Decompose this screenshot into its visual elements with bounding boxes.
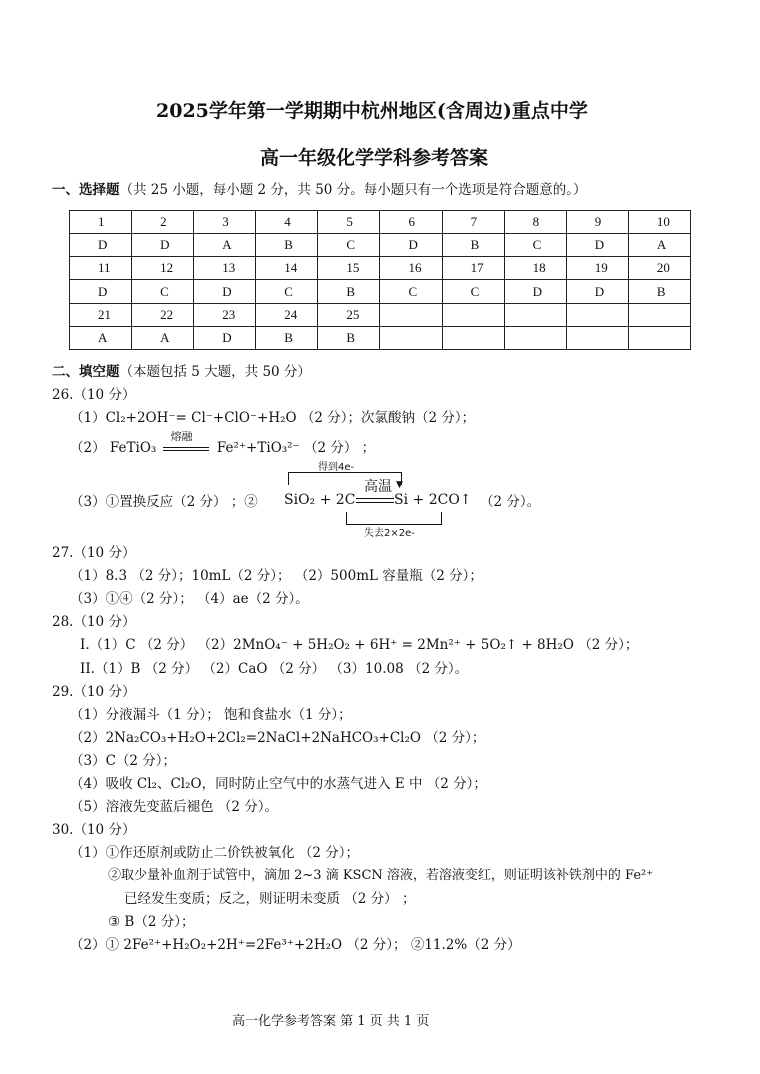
q26-head: 26.（10 分） (52, 387, 136, 403)
table-cell (442, 326, 504, 349)
section1-heading: 一、选择题 (52, 182, 120, 198)
q27-line1: （1）8.3 （2 分）；10mL（2 分）； （2）500mL 容量瓶（2 分）； (70, 568, 483, 584)
table-cell: 24 (256, 303, 318, 326)
table-cell: 10 (628, 211, 690, 234)
table-row (70, 234, 691, 257)
page-subtitle: 高一年级化学学科参考答案 (260, 147, 489, 169)
page-title: 2025学年第一学期期中杭州地区(含周边)重点中学 (156, 100, 588, 122)
table-cell: D (504, 280, 566, 303)
table-cell: A (194, 234, 256, 257)
q28-line1 (80, 633, 638, 653)
table-cell: 8 (504, 211, 566, 234)
table-cell: 7 (442, 211, 504, 234)
high-temp-condition: 高温 (364, 479, 392, 495)
table-cell: 1 (70, 211, 132, 234)
q30-line1: （1）①作还原剂或防止二价铁被氧化 （2 分）； (70, 845, 360, 861)
section2-heading-line (52, 360, 311, 380)
table-cell: 4 (256, 211, 318, 234)
table-cell: 19 (566, 257, 628, 280)
table-cell: D (70, 280, 132, 303)
q26-line2-left: （2） FeTiO₃ (70, 440, 157, 456)
electron-transfer-equation (284, 458, 474, 538)
table-cell: 15 (318, 257, 380, 280)
table-cell: 23 (194, 303, 256, 326)
fusion-arrow (161, 429, 213, 456)
table-cell (504, 326, 566, 349)
table-cell: 5 (318, 211, 380, 234)
table-cell: 9 (566, 211, 628, 234)
table-cell: B (628, 280, 690, 303)
answer-table (69, 210, 691, 350)
q26-line3-right: （2 分）。 (480, 494, 541, 510)
table-cell: C (504, 234, 566, 257)
table-cell: 3 (194, 211, 256, 234)
table-cell: B (318, 326, 380, 349)
table-cell: C (318, 234, 380, 257)
equation-left: SiO₂ + 2C (284, 492, 356, 508)
q29-line4: （4）吸收 Cl₂、Cl₂O，同时防止空气中的水蒸气进入 E 中 （2 分）； (70, 776, 487, 792)
section1-desc: （共 25 小题，每小题 2 分，共 50 分。每小题只有一个选项是符合题意的。） (119, 182, 587, 198)
q26-line2 (70, 429, 376, 456)
table-cell: D (566, 280, 628, 303)
q28-head: 28.（10 分） (52, 614, 136, 630)
table-cell: D (70, 234, 132, 257)
gain-arrowhead: ▼ (396, 480, 403, 490)
section2-desc: （本题包括 5 大题，共 50 分） (119, 364, 311, 380)
table-cell: B (318, 280, 380, 303)
table-cell: A (132, 326, 194, 349)
q30-line5: （2）① 2Fe²⁺+H₂O₂+2H⁺=2Fe³⁺+2H₂O （2 分）； ②11.2%（2 分） (70, 937, 521, 953)
table-cell: B (442, 234, 504, 257)
table-cell: 22 (132, 303, 194, 326)
table-cell: D (194, 280, 256, 303)
q29-line1: （1）分液漏斗（1 分）； 饱和食盐水（1 分）； (70, 707, 352, 723)
q29-line3: （3）C（2 分）； (70, 753, 177, 769)
q28-line1-left: I.（1）C （2 分） （2） (80, 637, 234, 653)
table-cell (628, 303, 690, 326)
table-cell: 14 (256, 257, 318, 280)
equation-right: Si + 2CO↑ (394, 492, 472, 508)
gain-label: 得到4e- (318, 462, 355, 473)
table-cell: D (566, 234, 628, 257)
table-cell: D (380, 234, 442, 257)
q28-equation: 2MnO₄⁻ + 5H₂O₂ + 6H⁺ = 2Mn²⁺ + 5O₂↑ + 8H₂O (233, 637, 574, 653)
q29-line2: （2）2Na₂CO₃+H₂O+2Cl₂=2NaCl+2NaHCO₃+Cl₂O （2 分）； (70, 730, 486, 746)
table-cell: C (380, 280, 442, 303)
table-cell: C (442, 280, 504, 303)
table-row (70, 303, 691, 326)
table-cell: D (132, 234, 194, 257)
table-cell: 16 (380, 257, 442, 280)
table-row (70, 257, 691, 280)
table-cell: C (256, 280, 318, 303)
table-cell: 11 (70, 257, 132, 280)
table-cell (628, 326, 690, 349)
table-cell: 21 (70, 303, 132, 326)
table-cell (566, 326, 628, 349)
table-cell: 13 (194, 257, 256, 280)
table-row (70, 280, 691, 303)
section2-heading: 二、填空题 (52, 364, 120, 380)
table-cell: B (256, 326, 318, 349)
table-cell: 12 (132, 257, 194, 280)
table-cell: 20 (628, 257, 690, 280)
table-cell (380, 303, 442, 326)
q29-line5: （5）溶液先变蓝后褪色 （2 分）。 (70, 799, 279, 815)
table-cell: D (194, 326, 256, 349)
table-cell: A (628, 234, 690, 257)
page-footer: 高一化学参考答案 第 1 页 共 1 页 (232, 1014, 430, 1029)
table-cell: 18 (504, 257, 566, 280)
q26-line3-left: （3）①置换反应（2 分） ；② (70, 494, 258, 510)
q26-line1: （1）Cl₂+2OH⁻= Cl⁻+ClO⁻+H₂O （2 分）；次氯酸钠（2 分）； (70, 410, 476, 426)
table-row (70, 211, 691, 234)
table-cell: 6 (380, 211, 442, 234)
q30-head: 30.（10 分） (52, 822, 136, 838)
table-cell (566, 303, 628, 326)
table-cell: 17 (442, 257, 504, 280)
table-cell: C (132, 280, 194, 303)
q30-line3: 已经发生变质；反之，则证明未变质 （2 分） ； (124, 891, 416, 907)
q29-head: 29.（10 分） (52, 684, 136, 700)
table-cell: 2 (132, 211, 194, 234)
table-cell: A (70, 326, 132, 349)
section1-heading-line (52, 178, 586, 198)
table-cell (504, 303, 566, 326)
q30-line4: ③ B（2 分）； (108, 914, 195, 930)
q26-line2-right: Fe²⁺+TiO₃²⁻ （2 分） ； (216, 440, 376, 456)
table-cell: 25 (318, 303, 380, 326)
fusion-condition: 熔融 (170, 429, 193, 443)
table-cell (380, 326, 442, 349)
q27-line2: （3）①④（2 分）； （4）ae（2 分）。 (70, 591, 309, 607)
table-row (70, 326, 691, 349)
loss-label: 失去2×2e- (364, 528, 415, 539)
q30-line2: ②取少量补血剂于试管中，滴加 2~3 滴 KSCN 溶液，若溶液变红，则证明该补铁剂中的 Fe²⁺ (108, 868, 654, 883)
q28-line1-right: （2 分）； (578, 637, 639, 653)
q27-head: 27.（10 分） (52, 545, 136, 561)
q28-line2: II.（1）B （2 分） （2）CaO （2 分） （3）10.08 （2 分）。 (80, 661, 469, 677)
table-cell (442, 303, 504, 326)
table-cell: B (256, 234, 318, 257)
